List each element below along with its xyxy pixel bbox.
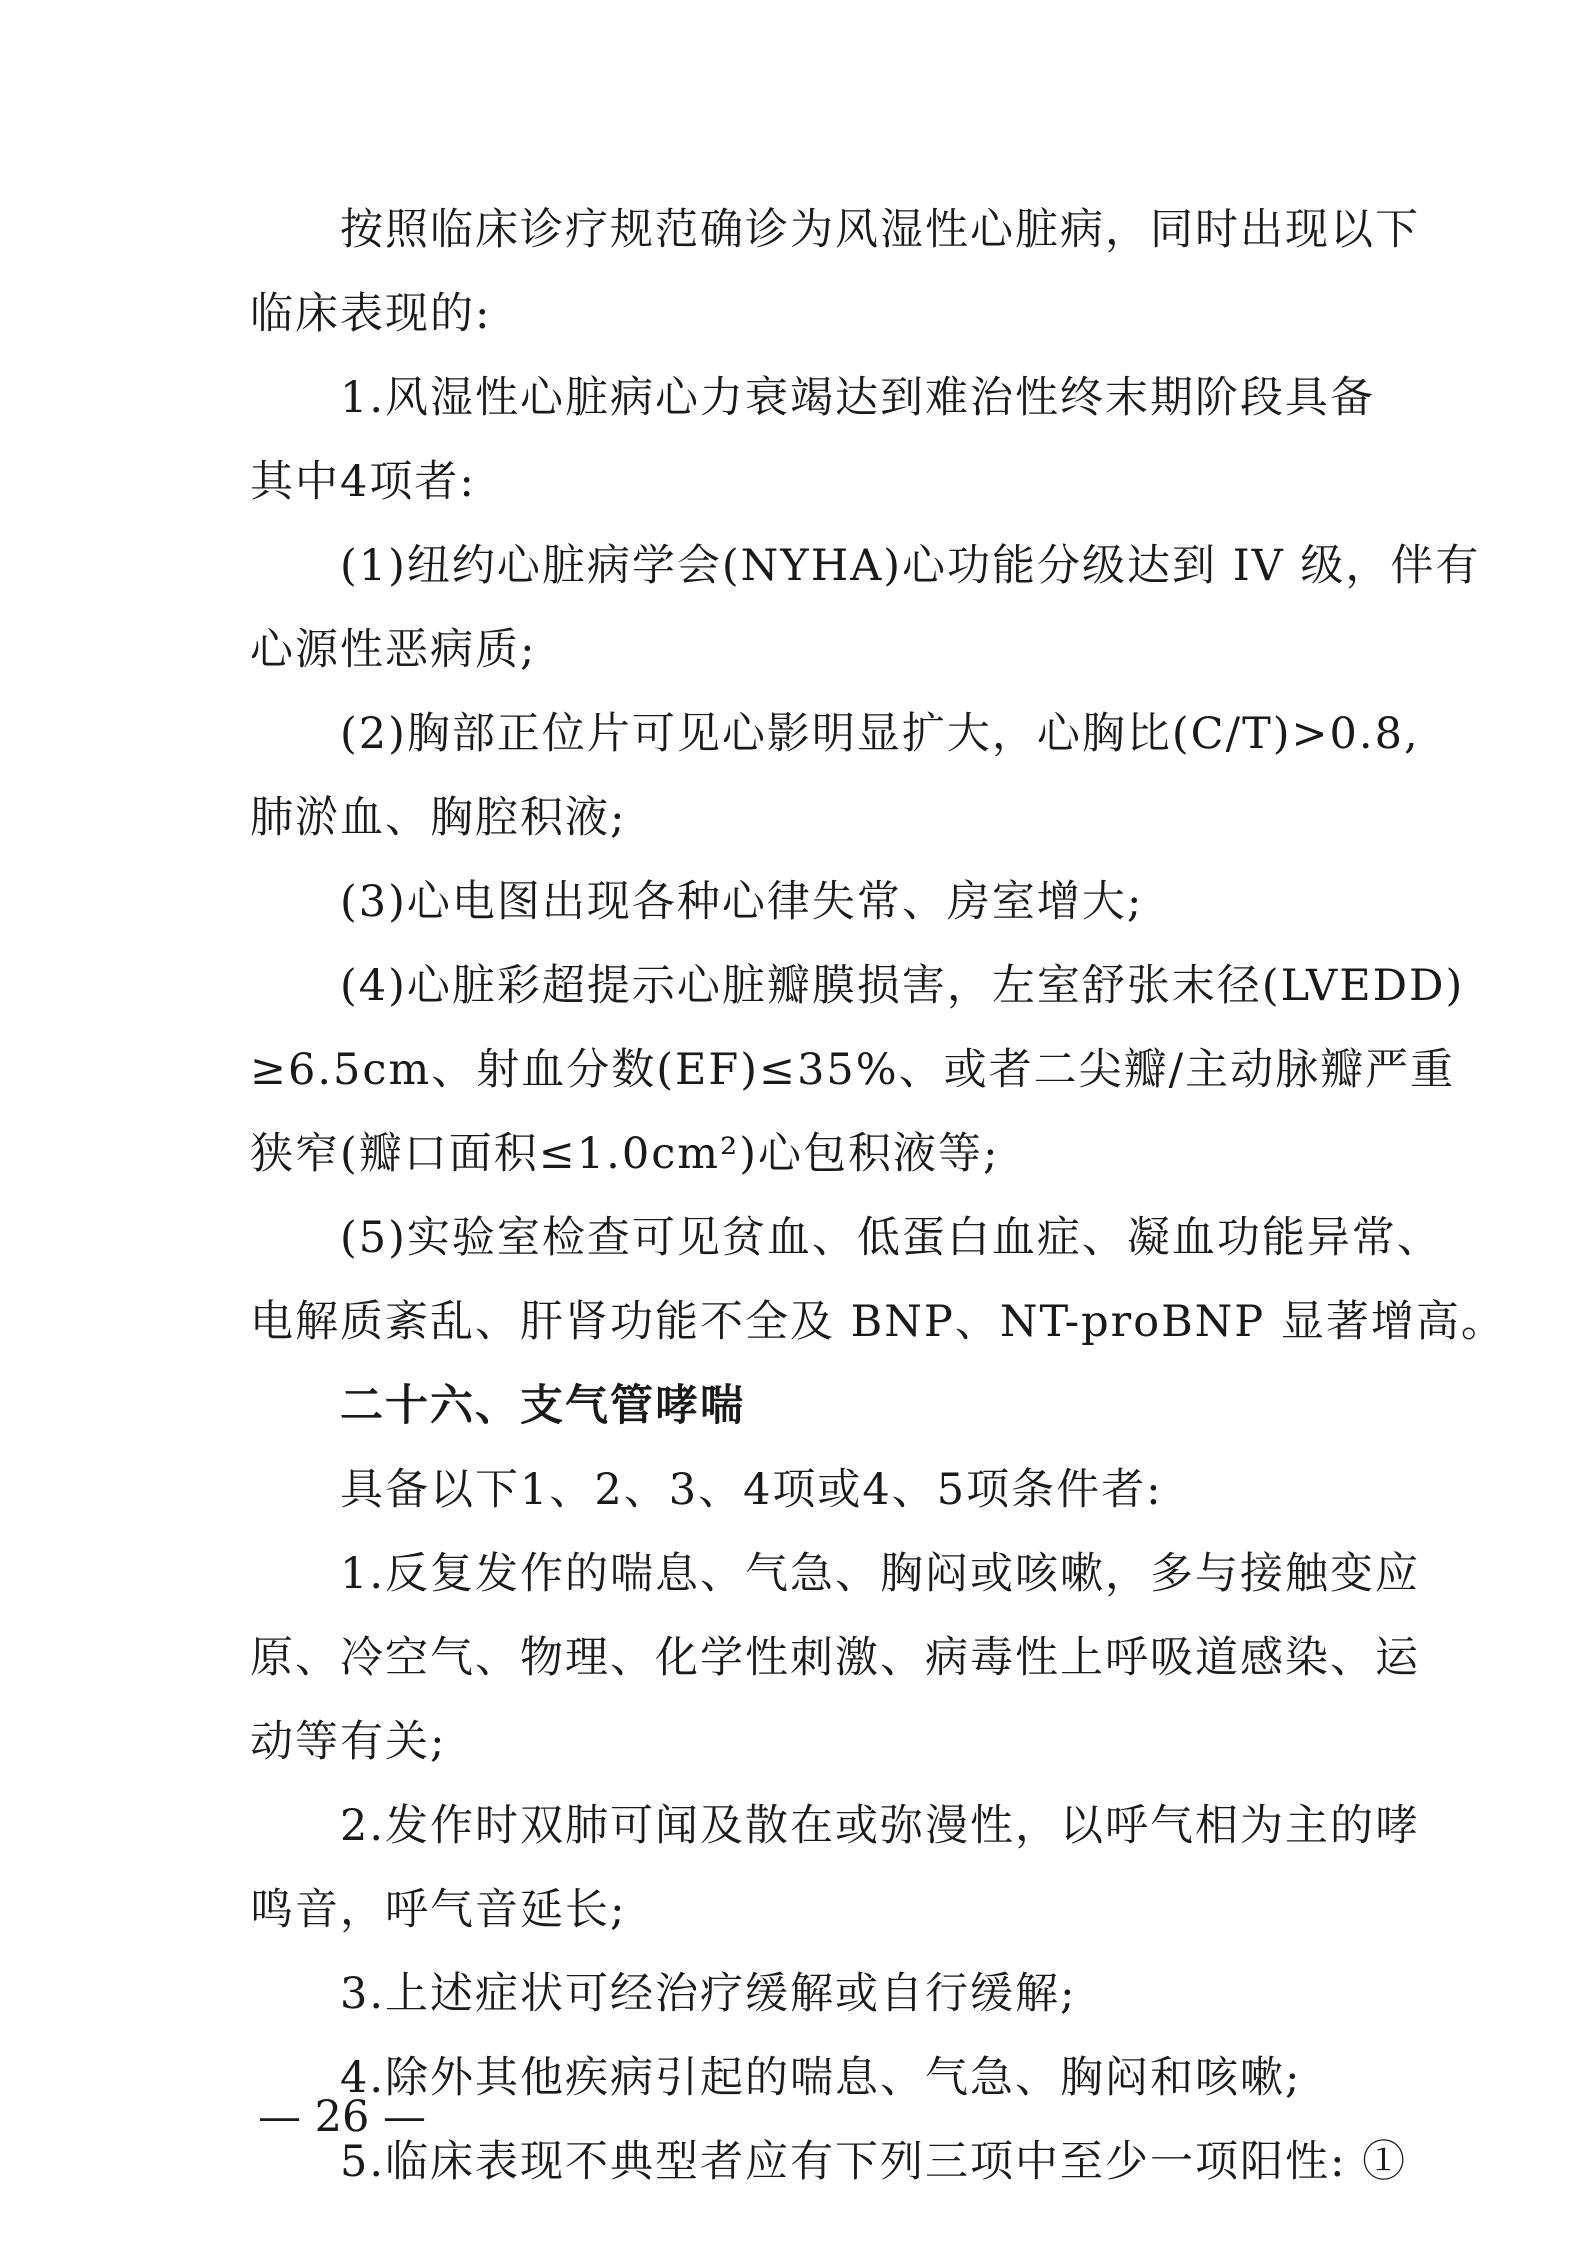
paragraph-line: (5)实验室检查可见贫血、低蛋白血症、凝血功能异常、 [340,1213,1442,1263]
paragraph-line: ≥6.5cm、射血分数(EF)≤35%、或者二尖瓣/主动脉瓣严重 [250,1045,1456,1095]
paragraph-line: 1.反复发作的喘息、气急、胸闷或咳嗽，多与接触变应 [340,1549,1421,1599]
paragraph-line: 4.除外其他疾病引起的喘息、气急、胸闷和咳嗽; [340,2053,1302,2103]
paragraph-line: 3.上述症状可经治疗缓解或自行缓解; [340,1969,1077,2019]
paragraph-line: 具备以下1、2、3、4项或4、5项条件者: [340,1465,1163,1515]
section-heading: 二十六、支气管哮喘 [340,1381,745,1431]
paragraph-line: (4)心脏彩超提示心脏瓣膜损害，左室舒张末径(LVEDD) [340,961,1465,1011]
paragraph-line: 心源性恶病质; [250,625,537,675]
paragraph-line: 按照临床诊疗规范确诊为风湿性心脏病，同时出现以下 [340,205,1420,255]
paragraph-line: 电解质紊乱、肝肾功能不全及 BNP、NT-proBNP 显著增高。 [250,1297,1506,1347]
paragraph-line: 肺淤血、胸腔积液; [250,793,627,843]
paragraph-line: 5.临床表现不典型者应有下列三项中至少一项阳性: ① [340,2137,1408,2187]
paragraph-line: 2.发作时双肺可闻及散在或弥漫性，以呼气相为主的哮 [340,1801,1421,1851]
paragraph-line: 其中4项者: [250,457,476,507]
paragraph-line: 原、冷空气、物理、化学性刺激、病毒性上呼吸道感染、运 [250,1633,1420,1683]
paragraph-line: (2)胸部正位片可见心影明显扩大，心胸比(C/T)>0.8, [340,709,1420,759]
paragraph-line: 动等有关; [250,1717,447,1767]
page-number: — 26 — [258,2092,427,2142]
paragraph-line: (1)纽约心脏病学会(NYHA)心功能分级达到 IV 级，伴有 [340,541,1481,591]
paragraph-line: (3)心电图出现各种心律失常、房室增大; [340,877,1144,927]
paragraph-line: 鸣音，呼气音延长; [250,1885,627,1935]
paragraph-line: 狭窄(瓣口面积≤1.0cm²)心包积液等; [250,1129,1000,1179]
paragraph-line: 1.风湿性心脏病心力衰竭达到难治性终末期阶段具备 [340,373,1376,423]
paragraph-line: 临床表现的: [250,289,492,339]
